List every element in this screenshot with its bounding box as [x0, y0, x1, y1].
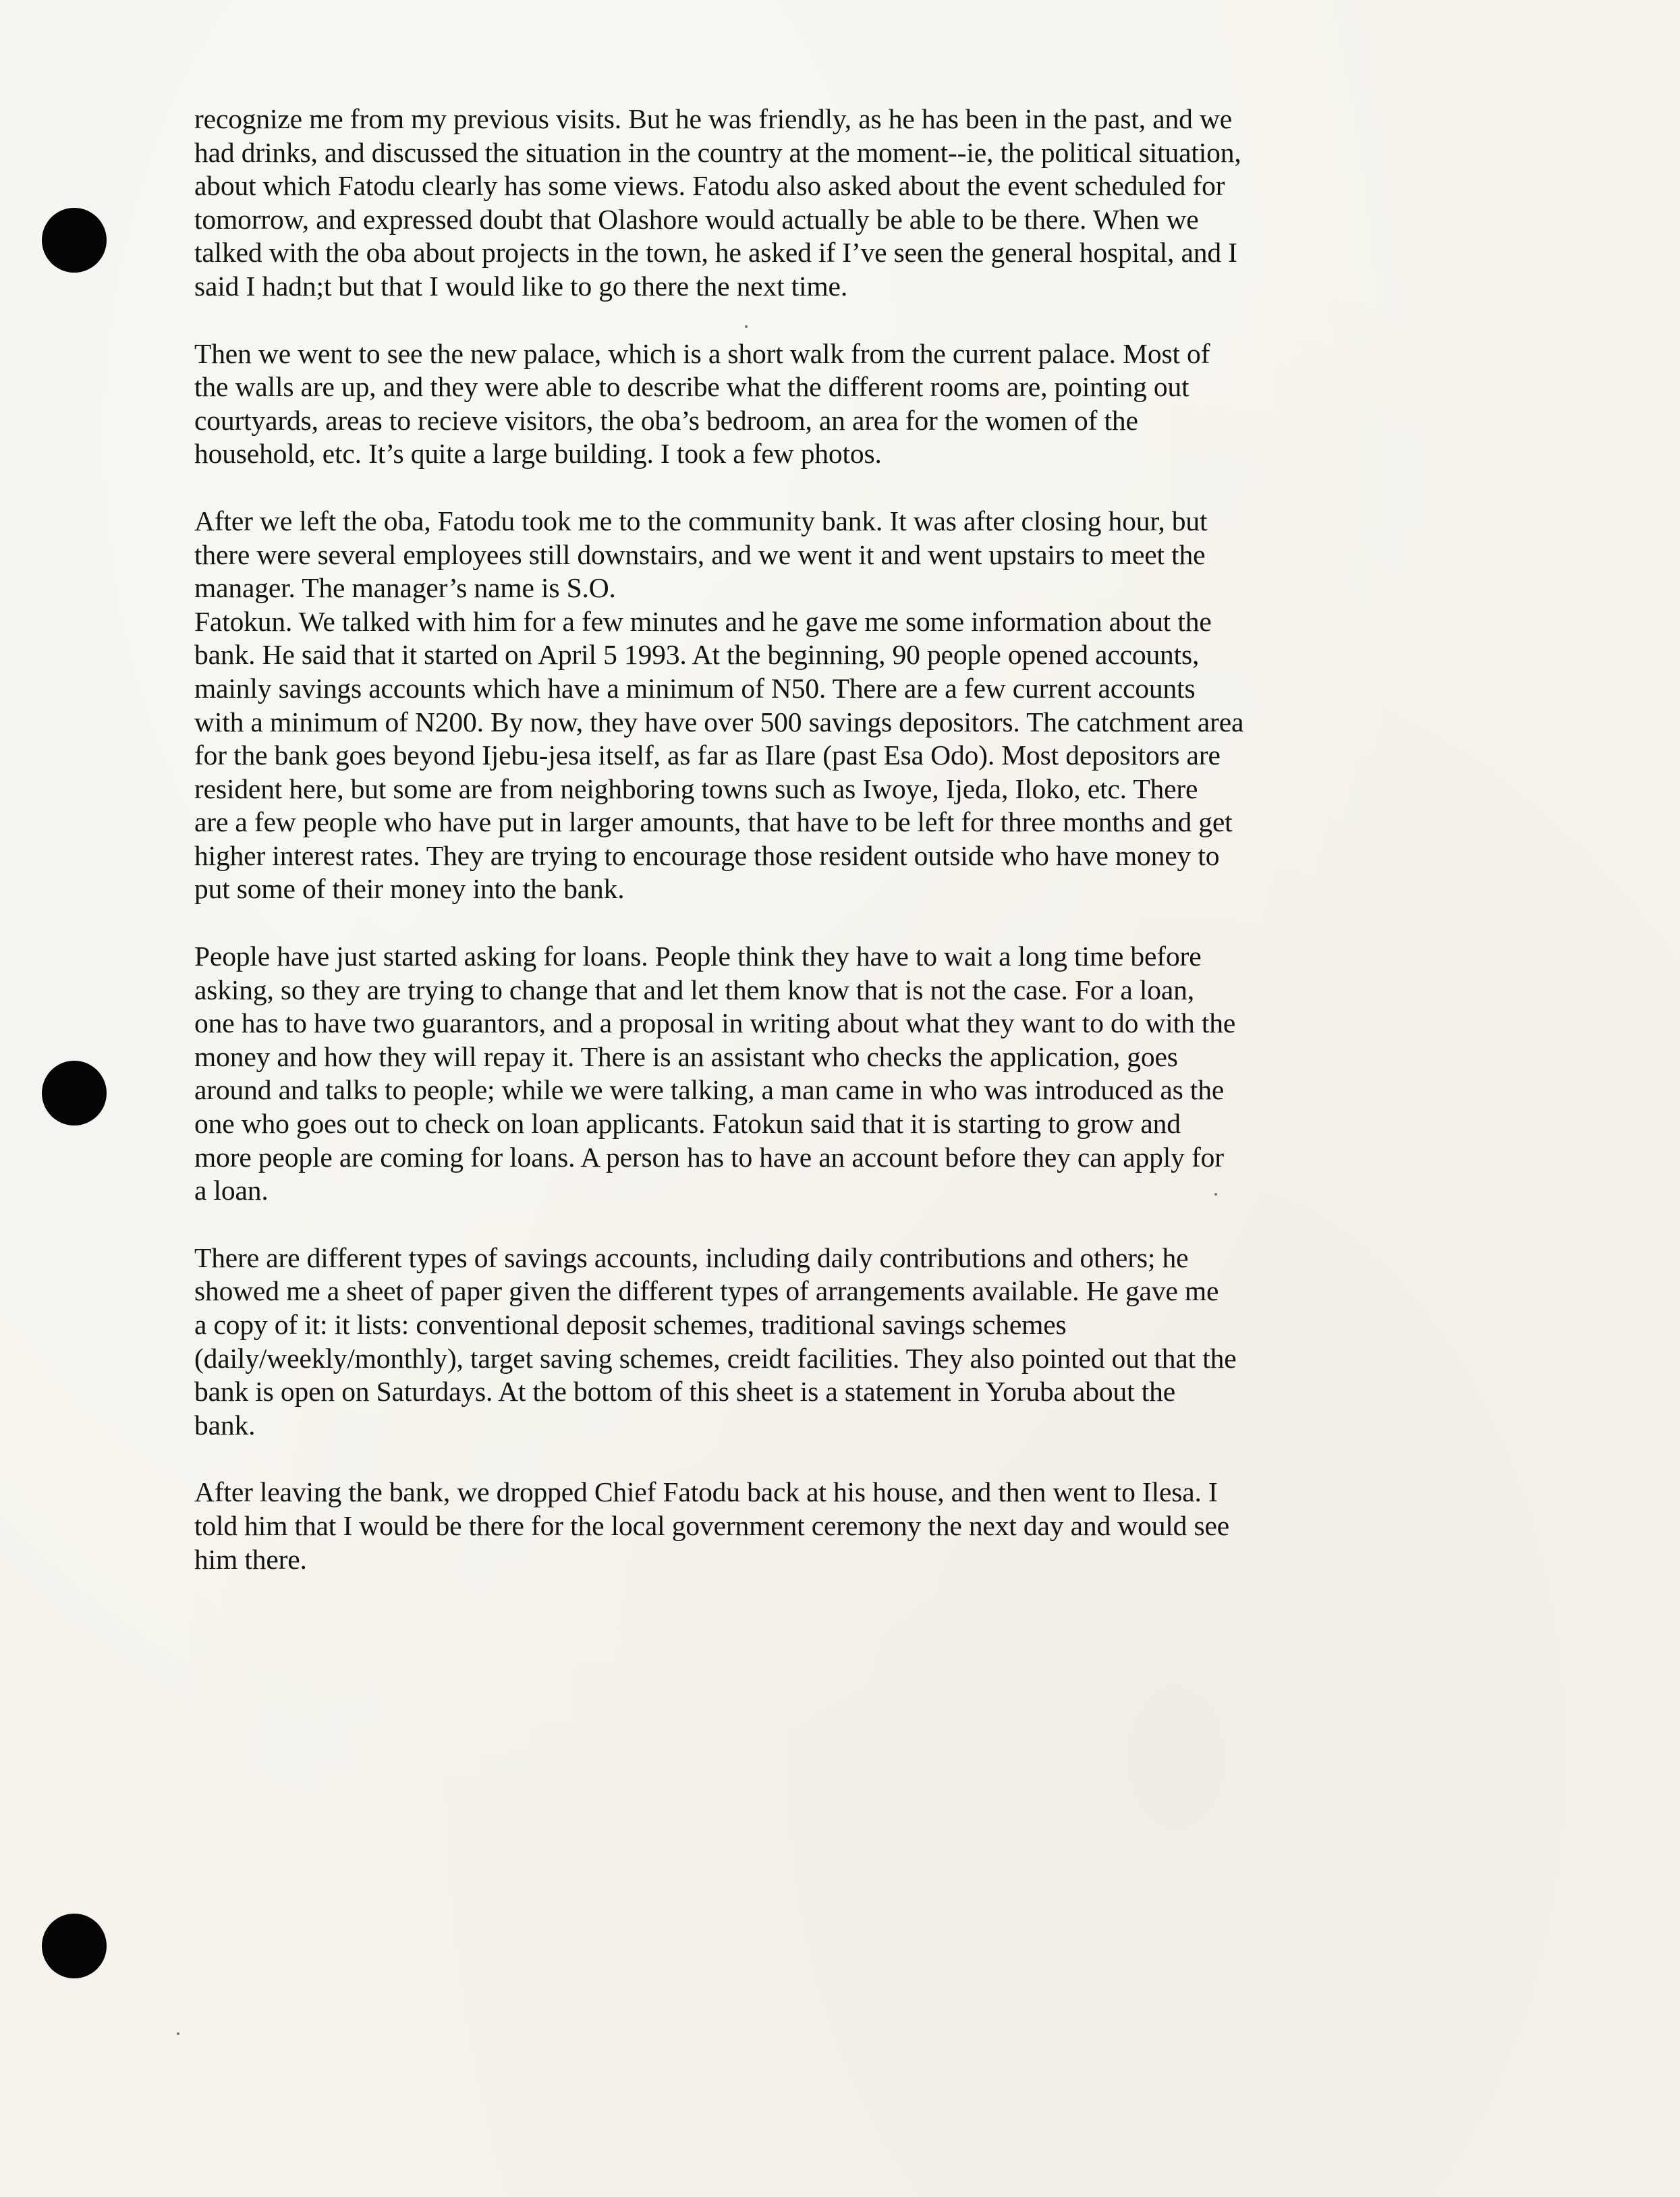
- punch-hole-bottom: [42, 1914, 107, 1978]
- paragraph-savings-accounts: There are different types of savings accounts, including daily contributions and others; he showed me a sheet of paper given the different types of arrangements available. He gave me a copy of it: it lists: conventional deposit schemes, traditional savings schemes (daily/weekly/monthly), target saving schemes, creidt facilities. They also pointed out that the bank is open on Saturdays. At the bottom of this sheet is a statement in Yoruba about the bank.: [194, 1242, 1237, 1441]
- punch-hole-top: [42, 208, 107, 273]
- punch-hole-middle: [42, 1061, 107, 1125]
- paragraph-loans: People have just started asking for loans. People think they have to wait a long time before asking, so they are trying to change that and let them know that is not the case. For a loan, one has to have two guarantors, and a proposal in writing about what they want to do with the money and how they will repay it. There is an assistant who checks the application, goes around and talks to people; while we were talking, a man came in who was introduced as the one who goes out to check on loan applicants. Fatokun said that it is starting to grow and more people are coming for loans. A person has to have an account before they can apply for a loan.: [194, 941, 1236, 1206]
- paragraph-new-palace: Then we went to see the new palace, which is a short walk from the current palace. Most of the walls are up, and they were able to describe what the different rooms are, pointing out courtyards, areas to recieve visitors, the oba’s bedroom, an area for the women of the household, etc. It’s quite a large building. I took a few photos.: [194, 337, 1210, 470]
- paragraph-leaving-bank: After leaving the bank, we dropped Chief Fatodu back at his house, and then went to Ilesa. I told him that I would be there for the local government ceremony the next day and would see him there.: [194, 1476, 1230, 1575]
- paragraph-community-bank: After we left the oba, Fatodu took me to the community bank. It was after closing hour, but there were several employees still downstairs, and we went it and went upstairs to meet the manager. The manager’s name is S.O. Fatokun. We talked with him for a few minutes and he gave me some information about the bank. He said that it started on April 5 1993. At the beginning, 90 people opened accounts, mainly savings accounts which have a minimum of N50. There are a few current accounts with a minimum of N200. By now, they have over 500 savings depositors. The catchment area for the bank goes beyond Ijebu-jesa itself, as far as Ilare (past Esa Odo). Most depositors are resident here, but some are from neighboring towns such as Iwoye, Ijeda, Iloko, etc. There are a few people who have put in larger amounts, that have to be left for three months and get higher interest rates. They are trying to encourage those resident outside who have money to put some of their money into the bank.: [194, 505, 1244, 905]
- document-body: [194, 103, 1517, 1610]
- paper-speck: [177, 2032, 179, 2035]
- paragraph-visit-discussion: recognize me from my previous visits. But he was friendly, as he has been in the past, and we had drinks, and discussed the situation in the country at the moment--ie, the political situation, about which Fatodu clearly has some views. Fatodu also asked about the event scheduled for tomorrow, and expressed doubt that Olashore would actually be able to be there. When we talked with the oba about projects in the town, he asked if I’ve seen the general hospital, and I said I hadn;t but that I would like to go there the next time.: [194, 103, 1241, 302]
